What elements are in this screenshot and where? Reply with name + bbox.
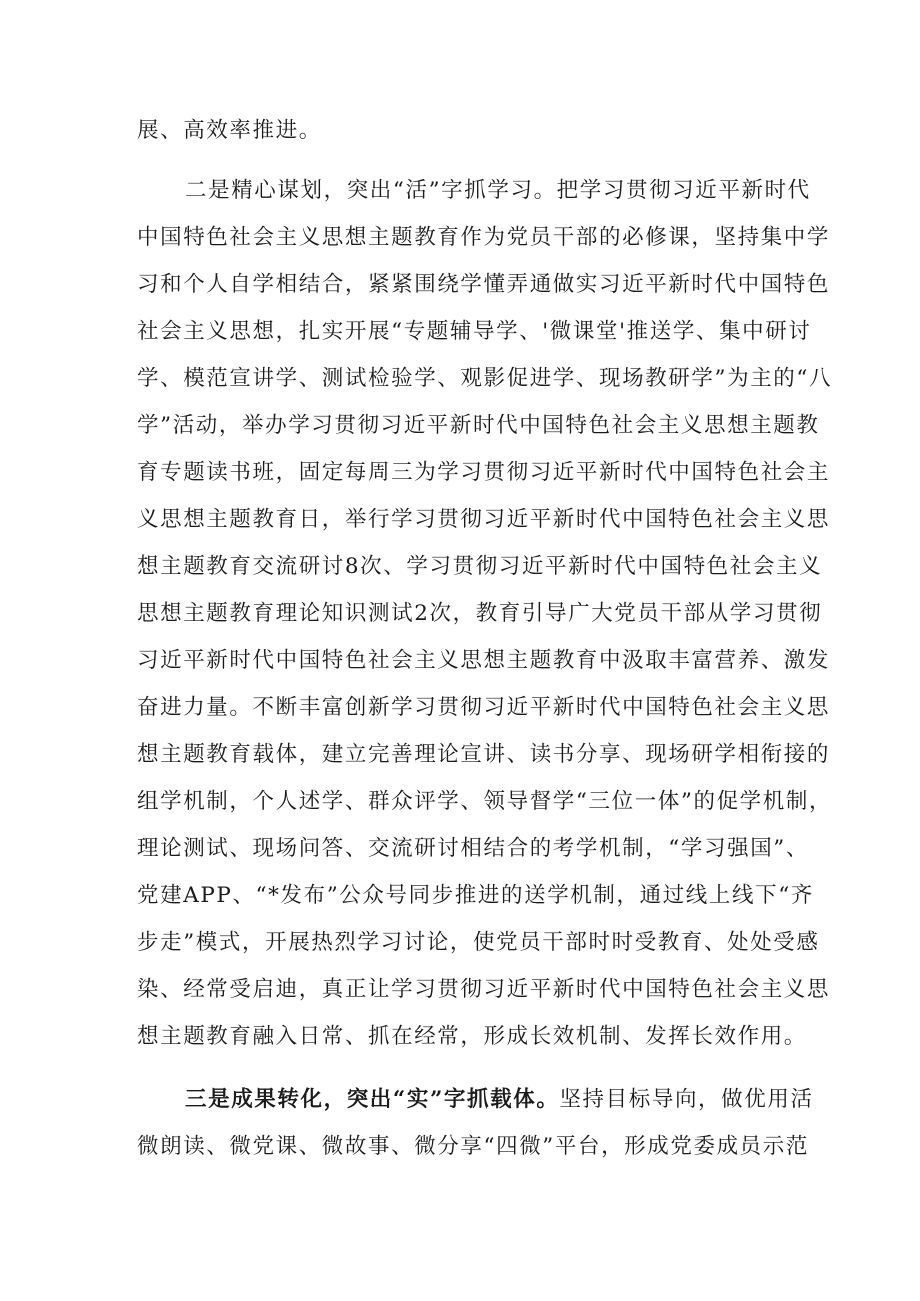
paragraph-line: 想主题教育交流研讨8次、学习贯彻习近平新时代中国特色社会主义 (137, 554, 823, 579)
paragraph-line: 社会主义思想，扎实开展“专题辅导学、'微课堂'推送学、集中研讨 (137, 319, 812, 344)
paragraph-line: 想主题教育载体，建立完善理论宣讲、读书分享、现场研学相衔接的 (137, 742, 831, 767)
paragraph-line: 义思想主题教育日，举行学习贯彻习近平新时代中国特色社会主义思 (137, 507, 831, 532)
paragraph-line: 微朗读、微党课、微故事、微分享“四微”平台，形成党委成员示范 (137, 1134, 809, 1159)
paragraph-line: 步走”模式，开展热烈学习讨论，使党员干部时时受教育、处处受感 (137, 930, 820, 955)
paragraph-line: 学”活动，举办学习贯彻习近平新时代中国特色社会主义思想主题教 (137, 413, 820, 438)
paragraph-line-with-lead (185, 1085, 814, 1115)
paragraph-line: 理论测试、现场问答、交流研讨相结合的考学机制，“学习强国”、 (137, 836, 809, 861)
paragraph-line: 中国特色社会主义思想主题教育作为党员干部的必修课，坚持集中学 (137, 225, 831, 250)
paragraph-line: 习和个人自学相结合，紧紧围绕学懂弄通做实习近平新时代中国特色 (137, 272, 831, 297)
paragraph-line: 二是精心谋划，突出“活”字抓学习。把学习贯彻习近平新时代 (185, 178, 811, 203)
paragraph-line: 思想主题教育理论知识测试2次，教育引导广大党员干部从学习贯彻 (137, 601, 823, 626)
paragraph-line: 展、高效率推进。 (137, 118, 322, 143)
paragraph-line: 染、经常受启迪，真正让学习贯彻习近平新时代中国特色社会主义思 (137, 977, 831, 1002)
paragraph-line: 奋进力量。不断丰富创新学习贯彻习近平新时代中国特色社会主义思 (137, 695, 831, 720)
paragraph-line: 党建APP、“*发布”公众号同步推进的送学机制，通过线上线下“齐 (137, 883, 814, 908)
paragraph-line: 想主题教育融入日常、抓在经常，形成长效机制、发挥长效作用。 (137, 1024, 807, 1049)
paragraph-line: 习近平新时代中国特色社会主义思想主题教育中汲取丰富营养、激发 (137, 648, 831, 673)
paragraph-lead: 三是成果转化，突出“实”字抓载体。 (185, 1087, 560, 1112)
paragraph-line: 育专题读书班，固定每周三为学习贯彻习近平新时代中国特色社会主 (137, 460, 831, 485)
paragraph-line: 组学机制，个人述学、群众评学、领导督学“三位一体”的促学机制， (137, 789, 833, 814)
paragraph-line: 学、模范宣讲学、测试检验学、观影促进学、现场教研学”为主的“八 (137, 366, 833, 391)
paragraph-text: 坚持目标导向，做优用活 (559, 1087, 814, 1112)
